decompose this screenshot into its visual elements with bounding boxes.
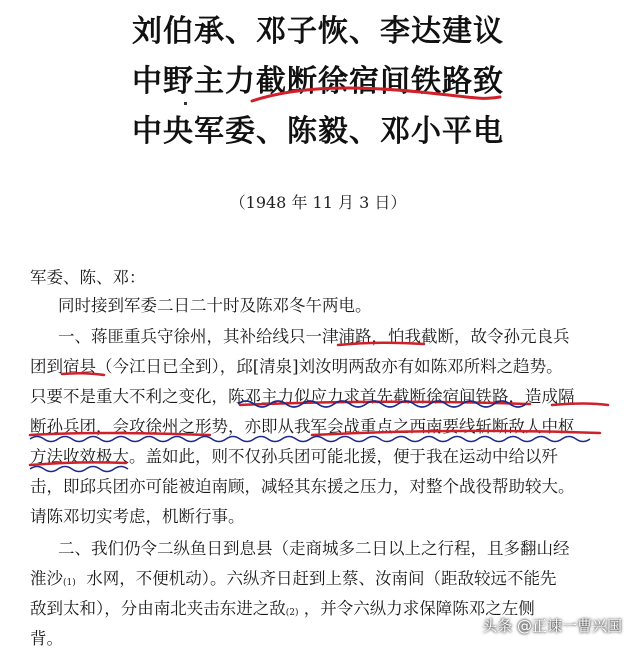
paragraph-1: 同时接到军委二日二十时及陈邓冬午两电。 xyxy=(58,296,372,315)
text-segment: 敌到太和），分由南北夹击东进之敌 xyxy=(30,599,286,618)
blue-wavy-underline-3 xyxy=(30,467,128,472)
title-line-1: 刘伯承、邓子恢、李达建议 xyxy=(132,14,504,49)
paragraph-2-line-4: 断孙兵团，会攻徐州之形势，亦即从我军会战重点之西南要线斩断敌人中枢 xyxy=(30,417,575,436)
text-segment: 水网，不便机动）。六纵齐日赶到上蔡、汝南间（距敌较远不能先 xyxy=(81,569,557,588)
paragraph-2-line-5: 方法收效极大。盖如此，则不仅孙兵团可能北援，便于我在运动中给以歼 xyxy=(30,447,558,466)
salutation: 军委、陈、邓： xyxy=(30,268,146,287)
title-line-2: 中野主力截断徐宿间铁路致 xyxy=(132,64,504,99)
paragraph-2-line-1: 一、蒋匪重兵守徐州，其补给线只一津浦路，怕我截断，故令孙元良兵 xyxy=(58,327,570,346)
paragraph-3-line-2 xyxy=(30,565,557,589)
paragraph-3-line-4: 背。 xyxy=(30,629,63,648)
paragraph-3-line-3 xyxy=(30,595,535,619)
document-date: （1948 年 11 月 3 日） xyxy=(229,193,407,212)
footnote-ref-1: (1) xyxy=(63,578,76,588)
paragraph-2-line-6: 击，即邱兵团亦可能被迫南顾，减轻其东援之压力，对整个战役帮助较大。 xyxy=(30,477,575,496)
title-line-3: 中央军委、陈毅、邓小平电 xyxy=(132,114,504,149)
paragraph-2-line-2: 团到宿县（今江日已全到），邱[清泉]刘汝明两敌亦有如陈邓所料之趋势。 xyxy=(30,357,563,376)
scan-speck xyxy=(184,102,187,105)
text-segment: 淮沙 xyxy=(30,569,63,588)
blue-wavy-underline-2 xyxy=(30,437,590,442)
paragraph-2-line-7: 请陈邓切实考虑，机断行事。 xyxy=(30,507,245,526)
paragraph-2-line-3: 只要不是重大不利之变化，陈邓主力似应力求首先截断徐宿间铁路，造成隔 xyxy=(30,387,575,406)
watermark: 头条 @正谏一曹兴国 xyxy=(482,617,622,635)
text-segment: ，并令六纵力求保障陈邓之左侧 xyxy=(303,599,535,618)
paragraph-3-line-1: 二、我们仍令二纵鱼日到息县（走商城多二日以上之行程，且多翻山经 xyxy=(58,539,570,558)
footnote-ref-2: (2) xyxy=(285,608,299,618)
